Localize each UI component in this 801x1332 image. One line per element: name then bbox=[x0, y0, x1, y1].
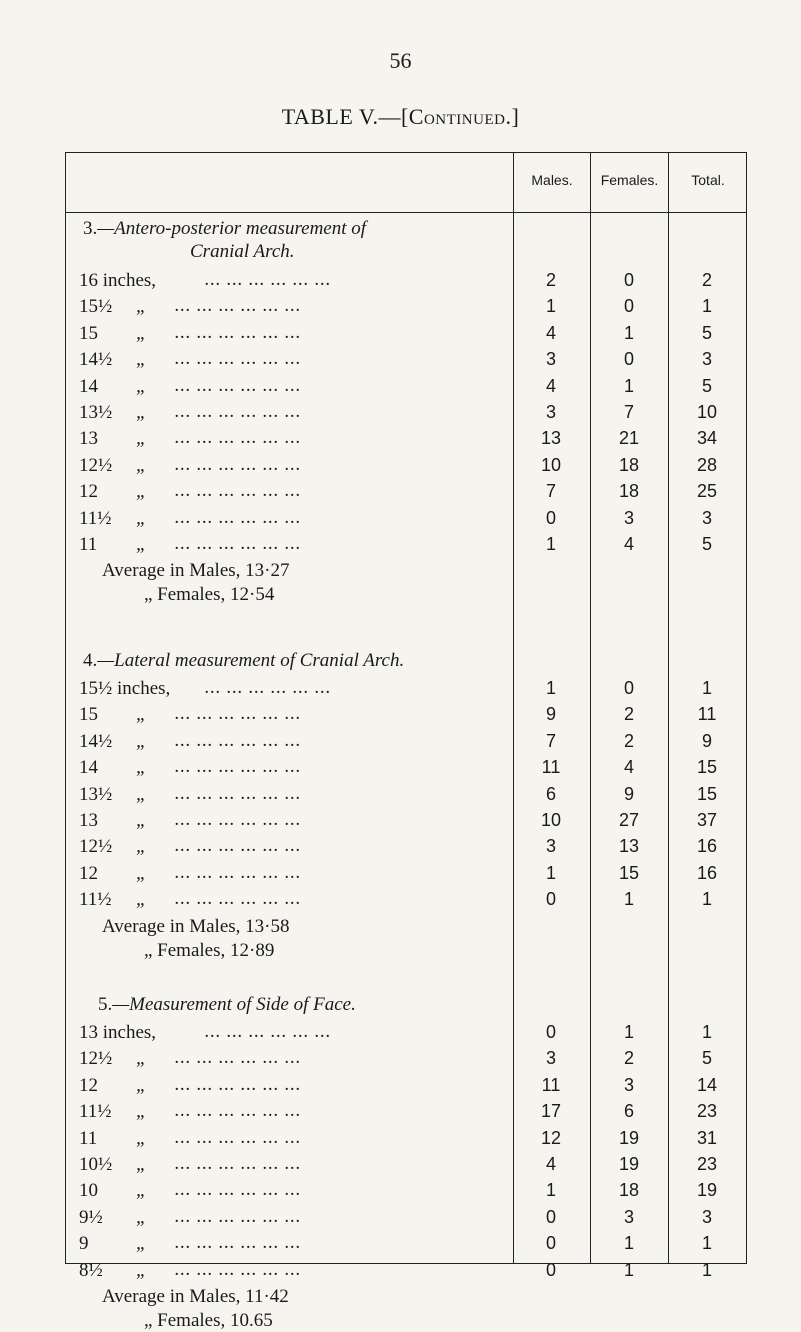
cell-males: 13 bbox=[540, 428, 562, 449]
cell-males: 17 bbox=[540, 1101, 562, 1122]
leader-dots: ... ... ... ... ... ... bbox=[205, 682, 332, 697]
ditto-mark: „ bbox=[136, 810, 147, 831]
leader-dots: ... ... ... ... ... ... bbox=[175, 866, 302, 882]
ditto-mark: „ bbox=[136, 1048, 147, 1070]
ditto-mark: „ bbox=[136, 889, 147, 911]
cell-total: 5 bbox=[701, 534, 712, 554]
column-header-males: Males. bbox=[531, 172, 573, 188]
section-title-text: —Measurement of Side of Face. bbox=[112, 994, 356, 1015]
cell-total: 5 bbox=[701, 1048, 712, 1069]
table-row bbox=[0, 678, 801, 704]
section-title bbox=[98, 994, 356, 1016]
cell-females: 18 bbox=[618, 1180, 640, 1201]
cell-total: 10 bbox=[696, 402, 718, 422]
row-label: 10½ bbox=[79, 1154, 113, 1175]
header-rule bbox=[65, 212, 747, 213]
table-row bbox=[0, 757, 801, 783]
cell-total: 3 bbox=[701, 507, 712, 528]
cell-males: 2 bbox=[545, 270, 556, 290]
cell-total: 15 bbox=[696, 783, 718, 804]
leader-dots: ... ... ... ... ... ... bbox=[175, 1131, 302, 1147]
cell-males: 7 bbox=[545, 481, 556, 502]
leader-dots: ... ... ... ... ... ... bbox=[175, 1052, 302, 1068]
leader-dots: ... ... ... ... ... ... bbox=[175, 708, 302, 724]
cell-males: 4 bbox=[545, 375, 556, 396]
ditto-mark: „ bbox=[136, 454, 147, 476]
ditto-mark: „ bbox=[136, 862, 147, 884]
table-row bbox=[0, 731, 801, 757]
leader-dots: ... ... ... ... ... ... bbox=[175, 840, 302, 856]
cell-total: 16 bbox=[696, 836, 718, 857]
average-males: Average in Males, 13·58 bbox=[102, 915, 290, 937]
cell-females: 3 bbox=[623, 507, 634, 528]
cell-females: 1 bbox=[623, 322, 634, 343]
leader-dots: ... ... ... ... ... ... bbox=[175, 893, 302, 909]
cell-males: 6 bbox=[545, 783, 556, 804]
row-label: 13 inches, bbox=[79, 1022, 157, 1043]
leader-dots: ... ... ... ... ... ... bbox=[205, 274, 332, 289]
table-row bbox=[0, 1101, 801, 1127]
cell-males: 10 bbox=[540, 454, 562, 475]
table-row bbox=[0, 534, 801, 560]
ditto-mark: „ bbox=[136, 534, 147, 555]
table-row bbox=[0, 1022, 801, 1048]
leader-dots: ... ... ... ... ... ... bbox=[175, 734, 302, 750]
cell-total: 25 bbox=[696, 481, 718, 502]
ditto-mark: „ bbox=[136, 1127, 147, 1149]
cell-females: 19 bbox=[618, 1154, 640, 1174]
table-row bbox=[0, 1260, 801, 1286]
leader-dots: ... ... ... ... ... ... bbox=[175, 1105, 302, 1121]
cell-females: 1 bbox=[623, 1259, 634, 1280]
cell-females: 0 bbox=[623, 349, 634, 370]
ditto-mark: „ bbox=[136, 1154, 147, 1175]
leader-dots: ... ... ... ... ... ... bbox=[175, 511, 302, 527]
table-row bbox=[0, 323, 801, 349]
cell-females: 4 bbox=[623, 757, 634, 778]
table-title-continued: Continued bbox=[408, 104, 506, 129]
row-label: 14½ bbox=[79, 349, 113, 371]
cell-females: 1 bbox=[623, 889, 634, 910]
row-label: 12 bbox=[79, 481, 98, 503]
average-males: Average in Males, 11·42 bbox=[102, 1286, 289, 1307]
leader-dots: ... ... ... ... ... ... bbox=[175, 814, 302, 829]
table-row bbox=[0, 481, 801, 507]
leader-dots: ... ... ... ... ... ... bbox=[175, 1184, 302, 1200]
cell-females: 9 bbox=[623, 783, 634, 804]
leader-dots: ... ... ... ... ... ... bbox=[175, 406, 302, 421]
cell-males: 7 bbox=[545, 730, 556, 751]
leader-dots: ... ... ... ... ... ... bbox=[175, 300, 302, 316]
cell-males: 11 bbox=[541, 1074, 561, 1095]
table-row bbox=[0, 1048, 801, 1074]
table-row bbox=[0, 1207, 801, 1233]
cell-females: 6 bbox=[623, 1101, 634, 1122]
row-label: 12½ bbox=[79, 836, 113, 858]
row-label: 11½ bbox=[79, 507, 112, 529]
row-label: 9 bbox=[79, 1233, 89, 1255]
ditto-mark: „ bbox=[136, 783, 147, 805]
table-row bbox=[0, 428, 801, 454]
table-row bbox=[0, 508, 801, 534]
cell-females: 0 bbox=[623, 678, 634, 698]
cell-total: 1 bbox=[701, 1022, 712, 1042]
row-label: 13 bbox=[79, 810, 98, 831]
ditto-mark: „ bbox=[136, 1259, 147, 1281]
row-label: 11½ bbox=[79, 889, 112, 911]
cell-total: 5 bbox=[701, 322, 712, 343]
cell-males: 0 bbox=[545, 1206, 556, 1227]
cell-males: 0 bbox=[545, 889, 556, 910]
table-title-prefix: TABLE V.—[ bbox=[281, 104, 409, 129]
table-row bbox=[0, 455, 801, 481]
cell-males: 3 bbox=[545, 836, 556, 857]
row-label: 10 bbox=[79, 1180, 98, 1202]
cell-males: 3 bbox=[545, 1048, 556, 1069]
cell-females: 3 bbox=[623, 1074, 634, 1095]
leader-dots: ... ... ... ... ... ... bbox=[175, 379, 302, 395]
row-label: 12 bbox=[79, 1074, 98, 1096]
leader-dots: ... ... ... ... ... ... bbox=[175, 485, 302, 501]
cell-males: 1 bbox=[545, 678, 556, 698]
ditto-mark: „ bbox=[136, 428, 147, 450]
cell-females: 13 bbox=[618, 836, 640, 857]
average-females: „ Females, 10.65 bbox=[144, 1310, 273, 1331]
row-label: 16 inches, bbox=[79, 270, 157, 291]
table-row bbox=[0, 296, 801, 322]
section-number: 4. bbox=[83, 650, 98, 671]
cell-females: 4 bbox=[623, 534, 634, 554]
cell-females: 2 bbox=[623, 704, 634, 725]
cell-total: 19 bbox=[696, 1180, 718, 1201]
cell-males: 11 bbox=[541, 757, 561, 778]
row-label: 15½ bbox=[79, 296, 113, 318]
ditto-mark: „ bbox=[136, 730, 147, 752]
cell-males: 3 bbox=[545, 349, 556, 370]
row-label: 13½ bbox=[79, 783, 113, 805]
cell-males: 1 bbox=[545, 862, 556, 883]
row-label: 13 bbox=[79, 428, 98, 450]
row-label: 12 bbox=[79, 862, 98, 884]
row-label: 15½ inches, bbox=[79, 678, 171, 699]
ditto-mark: „ bbox=[136, 402, 147, 423]
cell-males: 1 bbox=[545, 534, 556, 554]
section-number: 3. bbox=[83, 218, 98, 239]
cell-total: 1 bbox=[701, 1233, 712, 1254]
cell-females: 18 bbox=[618, 481, 640, 502]
leader-dots: ... ... ... ... ... ... bbox=[175, 1263, 302, 1279]
leader-dots: ... ... ... ... ... ... bbox=[175, 1158, 302, 1173]
table-row bbox=[0, 1180, 801, 1206]
table-row bbox=[0, 810, 801, 836]
cell-males: 3 bbox=[545, 402, 556, 422]
cell-total: 11 bbox=[697, 704, 717, 725]
cell-females: 21 bbox=[618, 428, 640, 449]
leader-dots: ... ... ... ... ... ... bbox=[175, 458, 302, 474]
leader-dots: ... ... ... ... ... ... bbox=[175, 1237, 302, 1253]
table-row bbox=[0, 1233, 801, 1259]
cell-females: 3 bbox=[623, 1206, 634, 1227]
cell-females: 19 bbox=[618, 1127, 640, 1148]
cell-males: 0 bbox=[545, 1022, 556, 1042]
cell-males: 0 bbox=[545, 1233, 556, 1254]
cell-males: 0 bbox=[545, 1259, 556, 1280]
cell-total: 23 bbox=[696, 1101, 718, 1122]
section-title-text: —Antero-posterior measurement of bbox=[97, 218, 367, 239]
row-label: 12½ bbox=[79, 454, 113, 476]
column-header-females: Females. bbox=[600, 172, 659, 188]
ditto-mark: „ bbox=[136, 1074, 147, 1096]
cell-males: 1 bbox=[545, 1180, 556, 1201]
cell-total: 3 bbox=[701, 349, 712, 370]
cell-males: 1 bbox=[545, 296, 556, 317]
cell-females: 1 bbox=[623, 1233, 634, 1254]
table-row bbox=[0, 863, 801, 889]
leader-dots: ... ... ... ... ... ... bbox=[175, 761, 302, 777]
table-title-suffix: .] bbox=[505, 104, 520, 129]
leader-dots: ... ... ... ... ... ... bbox=[175, 326, 302, 342]
ditto-mark: „ bbox=[136, 1180, 147, 1202]
section-title-continuation: Cranial Arch. bbox=[190, 241, 295, 262]
row-label: 11½ bbox=[79, 1101, 112, 1123]
row-label: 12½ bbox=[79, 1048, 113, 1070]
table-row bbox=[0, 376, 801, 402]
column-header-total: Total. bbox=[691, 172, 725, 188]
table-row bbox=[0, 270, 801, 296]
ditto-mark: „ bbox=[136, 507, 147, 529]
ditto-mark: „ bbox=[136, 1101, 147, 1123]
ditto-mark: „ bbox=[136, 375, 147, 397]
cell-males: 0 bbox=[545, 507, 556, 528]
table-title bbox=[0, 104, 801, 130]
row-label: 8½ bbox=[79, 1259, 103, 1281]
section-title-text: —Lateral measurement of Cranial Arch. bbox=[97, 650, 405, 671]
row-label: 15 bbox=[79, 704, 98, 726]
leader-dots: ... ... ... ... ... ... bbox=[175, 787, 302, 803]
ditto-mark: „ bbox=[136, 1233, 147, 1255]
ditto-mark: „ bbox=[136, 481, 147, 503]
ditto-mark: „ bbox=[136, 296, 147, 318]
table-row bbox=[0, 889, 801, 915]
cell-females: 1 bbox=[623, 1022, 634, 1042]
row-label: 15 bbox=[79, 322, 98, 344]
section-number: 5. bbox=[98, 994, 113, 1015]
cell-total: 14 bbox=[696, 1074, 718, 1095]
cell-females: 7 bbox=[623, 402, 634, 422]
ditto-mark: „ bbox=[136, 1206, 147, 1228]
cell-females: 1 bbox=[623, 375, 634, 396]
row-label: 14 bbox=[79, 757, 98, 779]
cell-total: 16 bbox=[696, 862, 718, 883]
cell-females: 0 bbox=[623, 270, 634, 290]
cell-females: 15 bbox=[618, 862, 640, 883]
table-row bbox=[0, 1128, 801, 1154]
section-title bbox=[83, 218, 366, 240]
leader-dots: ... ... ... ... ... ... bbox=[175, 538, 302, 553]
ditto-mark: „ bbox=[136, 322, 147, 344]
table-row bbox=[0, 1075, 801, 1101]
section-title bbox=[83, 650, 404, 672]
cell-total: 1 bbox=[701, 296, 712, 317]
cell-total: 1 bbox=[701, 678, 712, 698]
leader-dots: ... ... ... ... ... ... bbox=[175, 1078, 302, 1094]
cell-females: 0 bbox=[623, 296, 634, 317]
row-label: 14½ bbox=[79, 730, 113, 752]
ditto-mark: „ bbox=[136, 704, 147, 726]
ditto-mark: „ bbox=[136, 836, 147, 858]
cell-total: 31 bbox=[696, 1127, 718, 1148]
cell-males: 12 bbox=[540, 1127, 562, 1148]
row-label: 9½ bbox=[79, 1206, 103, 1228]
cell-total: 5 bbox=[701, 375, 712, 396]
cell-total: 3 bbox=[701, 1206, 712, 1227]
cell-total: 15 bbox=[696, 757, 718, 778]
row-label: 11 bbox=[79, 534, 98, 555]
cell-total: 1 bbox=[701, 1259, 712, 1280]
leader-dots: ... ... ... ... ... ... bbox=[175, 353, 302, 369]
cell-total: 1 bbox=[701, 889, 712, 910]
cell-total: 28 bbox=[696, 454, 718, 475]
cell-total: 34 bbox=[696, 428, 718, 449]
average-males: Average in Males, 13·27 bbox=[102, 560, 290, 582]
cell-females: 18 bbox=[618, 454, 640, 475]
average-females: „ Females, 12·54 bbox=[144, 584, 275, 606]
table-row bbox=[0, 784, 801, 810]
cell-total: 2 bbox=[701, 270, 712, 290]
ditto-mark: „ bbox=[136, 757, 147, 779]
cell-females: 2 bbox=[623, 1048, 634, 1069]
page-number: 56 bbox=[389, 48, 412, 73]
cell-males: 10 bbox=[540, 810, 562, 830]
row-label: 11 bbox=[79, 1127, 98, 1149]
row-label: 13½ bbox=[79, 402, 113, 423]
leader-dots: ... ... ... ... ... ... bbox=[175, 432, 302, 448]
cell-total: 23 bbox=[696, 1154, 718, 1174]
table-row bbox=[0, 1154, 801, 1180]
table-row bbox=[0, 704, 801, 730]
cell-total: 37 bbox=[696, 810, 718, 830]
cell-males: 4 bbox=[545, 1154, 556, 1174]
table-row bbox=[0, 836, 801, 862]
cell-males: 9 bbox=[545, 704, 556, 725]
cell-total: 9 bbox=[701, 730, 712, 751]
average-females: „ Females, 12·89 bbox=[144, 939, 275, 961]
table-row bbox=[0, 402, 801, 428]
cell-females: 2 bbox=[623, 730, 634, 751]
cell-females: 27 bbox=[618, 810, 640, 830]
leader-dots: ... ... ... ... ... ... bbox=[205, 1026, 332, 1041]
cell-males: 4 bbox=[545, 322, 556, 343]
row-label: 14 bbox=[79, 375, 98, 397]
table-row bbox=[0, 349, 801, 375]
ditto-mark: „ bbox=[136, 349, 147, 371]
leader-dots: ... ... ... ... ... ... bbox=[175, 1210, 302, 1226]
